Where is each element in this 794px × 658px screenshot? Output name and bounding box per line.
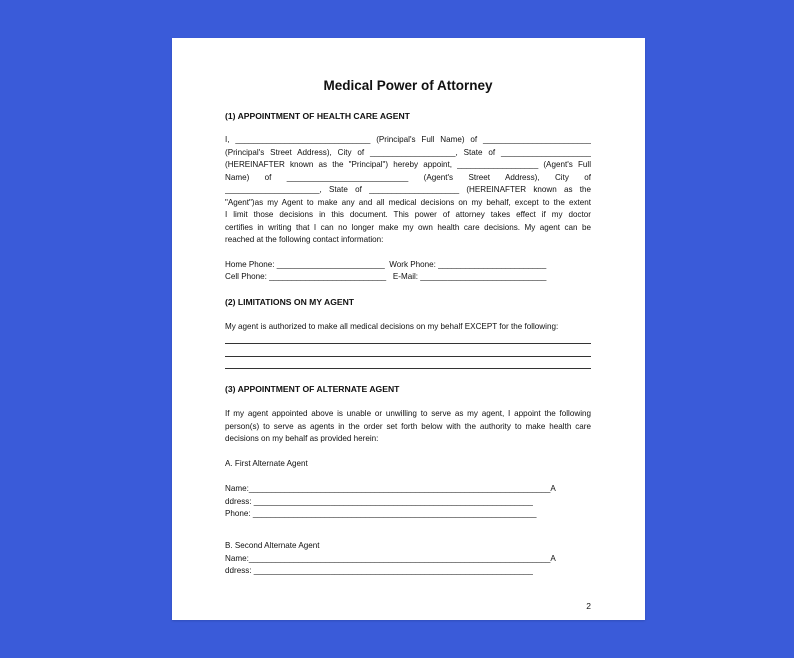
limitations-blank-line (225, 356, 591, 357)
second-alternate-label: B. Second Alternate Agent (225, 541, 320, 550)
second-alternate-name-field: Name:___________________________________________________________________A (225, 553, 556, 563)
section-3-heading: (3) APPOINTMENT OF ALTERNATE AGENT (225, 384, 400, 394)
section-1-line: Name) of ___________________________ (Agent's Street Address), City of (225, 172, 591, 182)
section-1-line: reached at the following contact information: (225, 235, 384, 244)
cell-phone-field: Cell Phone: __________________________ E-Mail: ____________________________ (225, 272, 547, 281)
section-3-line: person(s) to serve as agents in the order set forth below with the authority to make health care (225, 421, 591, 431)
section-1-heading: (1) APPOINTMENT OF HEALTH CARE AGENT (225, 111, 410, 121)
section-3-line: If my agent appointed above is unable or unwilling to serve as my agent, I appoint the following (225, 409, 591, 418)
section-1-line: (Principal's Street Address), City of ___________________, State of ____________________ (225, 147, 591, 157)
home-phone-field: Home Phone: ________________________ Work Phone: ________________________ (225, 259, 547, 269)
section-1-line: certifies in writing that I can no longer make my own health care decisions. My agent can be (225, 222, 591, 232)
section-1-line: I, ______________________________ (Principal's Full Name) of ________________________ (225, 135, 591, 144)
page-number: 2 (586, 601, 591, 611)
section-1-line: "Agent")as my Agent to make any and all medical decisions on my behalf, except to the extent (225, 197, 591, 207)
first-alternate-name-field: Name:___________________________________________________________________A (225, 484, 556, 493)
first-alternate-label: A. First Alternate Agent (225, 459, 308, 468)
second-alternate-address-field: ddress: ______________________________________________________________ (225, 566, 533, 575)
document-page (172, 38, 645, 620)
first-alternate-address-field: ddress: ______________________________________________________________ (225, 496, 533, 506)
section-3-line: decisions on my behalf as provided herein: (225, 434, 379, 443)
first-alternate-phone-field: Phone: _______________________________________________________________ (225, 509, 537, 518)
section-1-line: I limit those decisions in this document. This power of attorney takes effect if my doctor (225, 210, 591, 219)
section-2-heading: (2) LIMITATIONS ON MY AGENT (225, 297, 355, 307)
section-1-line: (HEREINAFTER known as the "Principal") hereby appoint, __________________ (Agent's Full (225, 160, 591, 169)
document-title: Medical Power of Attorney (323, 78, 493, 93)
limitations-blank-line (225, 343, 591, 344)
limitations-blank-line (225, 368, 591, 369)
section-1-line: _____________________, State of ____________________ (HEREINAFTER known as the (225, 185, 591, 194)
limitations-text: My agent is authorized to make all medical decisions on my behalf EXCEPT for the following: (225, 322, 559, 331)
